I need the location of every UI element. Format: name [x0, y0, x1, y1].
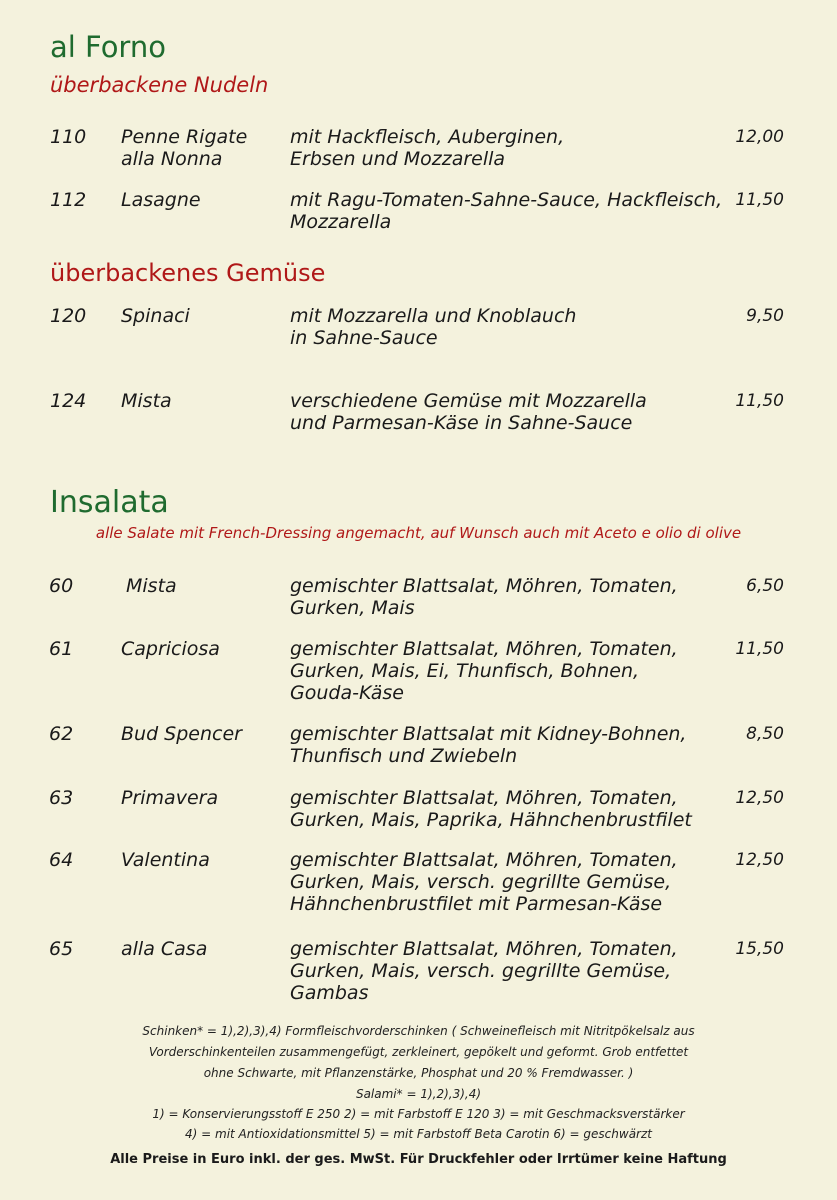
- additive-note: Salami* = 1),2),3),4): [355, 1087, 482, 1101]
- item-description-line: mit Hackfleisch, Auberginen,: [290, 126, 565, 148]
- section-subtitle-insalata: alle Salate mit French-Dressing angemacht, auf Wunsch auch mit Aceto e olio di olive: [95, 524, 742, 542]
- item-number: 110: [50, 126, 87, 148]
- item-name-line: Mista: [121, 390, 172, 412]
- item-number: 62: [49, 723, 74, 745]
- item-description: [290, 938, 730, 1004]
- item-number: 65: [49, 938, 74, 960]
- item-name-line: Lasagne: [121, 189, 201, 211]
- item-name-line: Bud Spencer: [121, 723, 242, 745]
- subsection-title-nudeln: überbackene Nudeln: [50, 73, 269, 97]
- item-name: [121, 849, 210, 871]
- item-description: [290, 723, 730, 767]
- item-description-line: Gurken, Mais, Ei, Thunfisch, Bohnen,: [290, 660, 640, 682]
- item-description-line: Erbsen und Mozzarella: [290, 148, 506, 170]
- item-price: 15,50: [735, 939, 784, 959]
- item-name-line: alla Casa: [121, 938, 208, 960]
- additive-note: 4) = mit Antioxidationsmittel 5) = mit Farbstoff Beta Carotin 6) = geschwärzt: [185, 1127, 652, 1141]
- item-name: [121, 723, 242, 745]
- item-description: [290, 787, 730, 831]
- item-description-line: gemischter Blattsalat, Möhren, Tomaten,: [290, 938, 678, 960]
- item-price: 6,50: [746, 576, 784, 596]
- item-price: 8,50: [746, 724, 784, 744]
- item-price: 12,50: [735, 850, 784, 870]
- additive-note: Vorderschinkenteilen zusammengefügt, zerkleinert, gepökelt und geformt. Grob entfettet: [148, 1045, 689, 1059]
- item-description-line: Gurken, Mais: [290, 597, 415, 619]
- item-description-line: Gurken, Mais, Paprika, Hähnchenbrustfilet: [290, 809, 692, 831]
- item-price: 11,50: [735, 391, 784, 411]
- item-description: [290, 390, 730, 434]
- item-number: 64: [49, 849, 74, 871]
- item-name-line: alla Nonna: [121, 148, 223, 170]
- item-price: 11,50: [735, 190, 784, 210]
- item-description-line: gemischter Blattsalat, Möhren, Tomaten,: [290, 787, 678, 809]
- additive-note: 1) = Konservierungsstoff E 250 2) = mit Farbstoff E 120 3) = mit Geschmacksverstärker: [152, 1107, 685, 1121]
- item-name: [126, 575, 177, 597]
- item-description: [290, 126, 730, 170]
- item-description-line: mit Ragu-Tomaten-Sahne-Sauce, Hackfleisch,: [290, 189, 723, 211]
- item-price: 9,50: [746, 306, 784, 326]
- item-description-line: Mozzarella: [290, 211, 392, 233]
- section-title-insalata: Insalata: [50, 485, 169, 520]
- item-description-line: mit Mozzarella und Knoblauch: [290, 305, 577, 327]
- item-name: [121, 390, 172, 412]
- item-number: 60: [49, 575, 74, 597]
- item-name-line: Capriciosa: [121, 638, 220, 660]
- item-description-line: gemischter Blattsalat, Möhren, Tomaten,: [290, 575, 678, 597]
- additive-note: ohne Schwarte, mit Pflanzenstärke, Phosphat und 20 % Fremdwasser. ): [203, 1066, 634, 1080]
- item-number: 112: [50, 189, 87, 211]
- item-name-line: Mista: [126, 575, 177, 597]
- item-description-line: Gurken, Mais, versch. gegrillte Gemüse,: [290, 960, 672, 982]
- item-description-line: Gambas: [290, 982, 369, 1004]
- section-title-al-forno: al Forno: [50, 30, 166, 64]
- item-name: [121, 126, 247, 170]
- item-description-line: gemischter Blattsalat mit Kidney-Bohnen,: [290, 723, 687, 745]
- item-number: 63: [49, 787, 74, 809]
- subsection-title-gemuese: überbackenes Gemüse: [50, 259, 326, 287]
- item-description-line: in Sahne-Sauce: [290, 327, 438, 349]
- item-description-line: Hähnchenbrustfilet mit Parmesan-Käse: [290, 893, 663, 915]
- item-name-line: Valentina: [121, 849, 210, 871]
- item-name: [121, 787, 218, 809]
- item-name: [121, 189, 201, 211]
- item-description: [290, 189, 730, 233]
- item-description-line: Thunfisch und Zwiebeln: [290, 745, 518, 767]
- item-description: [290, 575, 730, 619]
- item-price: 12,50: [735, 788, 784, 808]
- item-description: [290, 849, 730, 915]
- item-description-line: verschiedene Gemüse mit Mozzarella: [290, 390, 647, 412]
- item-description: [290, 305, 730, 349]
- item-price: 12,00: [735, 127, 784, 147]
- item-number: 124: [50, 390, 87, 412]
- price-disclaimer: Alle Preise in Euro inkl. der ges. MwSt. Für Druckfehler oder Irrtümer keine Haftung: [110, 1152, 727, 1167]
- item-description-line: gemischter Blattsalat, Möhren, Tomaten,: [290, 638, 678, 660]
- item-number: 61: [49, 638, 74, 660]
- item-description-line: Gurken, Mais, versch. gegrillte Gemüse,: [290, 871, 672, 893]
- item-name-line: Primavera: [121, 787, 219, 809]
- item-name-line: Spinaci: [121, 305, 190, 327]
- item-number: 120: [50, 305, 87, 327]
- item-description-line: gemischter Blattsalat, Möhren, Tomaten,: [290, 849, 678, 871]
- item-name-line: Penne Rigate: [121, 126, 248, 148]
- item-description-line: und Parmesan-Käse in Sahne-Sauce: [290, 412, 633, 434]
- item-price: 11,50: [735, 639, 784, 659]
- item-name: [121, 938, 207, 960]
- item-description-line: Gouda-Käse: [290, 682, 404, 704]
- item-name: [121, 638, 220, 660]
- item-description: [290, 638, 730, 704]
- item-name: [121, 305, 190, 327]
- additive-note: Schinken* = 1),2),3),4) Formfleischvorderschinken ( Schweinefleisch mit Nitritpökelsalz aus: [142, 1024, 695, 1038]
